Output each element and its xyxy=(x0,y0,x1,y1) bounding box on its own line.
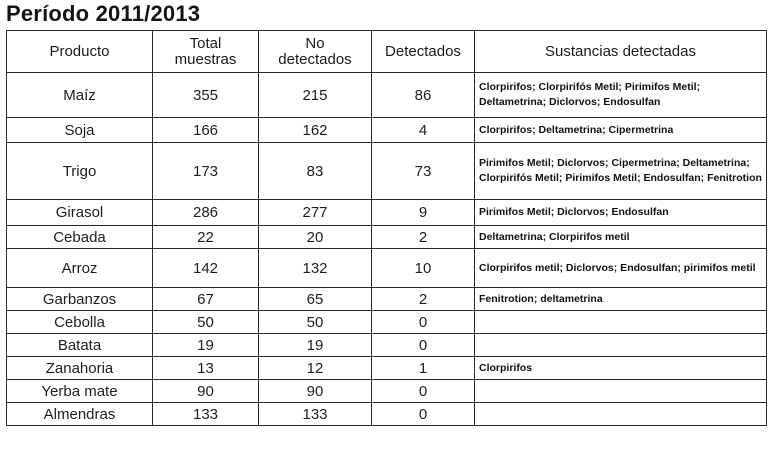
table-row xyxy=(7,226,767,249)
cell-sustancias: Clorpirifos metil; Diclorvos; Endosulfan; pirimifos metil xyxy=(475,249,767,288)
table-row xyxy=(7,357,767,380)
cell-total: 142 xyxy=(153,249,259,288)
cell-total: 13 xyxy=(153,357,259,380)
cell-detectados: 2 xyxy=(372,288,475,311)
cell-sustancias: Pirimifos Metil; Diclorvos; Cipermetrina; Deltametrina; Clorpirifós Metil; Pirimifos Metil; Endosulfan; Fenitrotion xyxy=(475,143,767,200)
cell-no-detectados: 83 xyxy=(259,143,372,200)
cell-total: 22 xyxy=(153,226,259,249)
cell-no-detectados: 162 xyxy=(259,118,372,143)
cell-total: 173 xyxy=(153,143,259,200)
table-row xyxy=(7,334,767,357)
cell-total: 355 xyxy=(153,73,259,118)
cell-detectados: 4 xyxy=(372,118,475,143)
cell-no-detectados: 20 xyxy=(259,226,372,249)
header-row xyxy=(7,31,767,73)
cell-detectados: 73 xyxy=(372,143,475,200)
cell-detectados: 2 xyxy=(372,226,475,249)
cell-sustancias xyxy=(475,403,767,426)
table-row xyxy=(7,288,767,311)
cell-no-detectados: 132 xyxy=(259,249,372,288)
cell-producto: Batata xyxy=(7,334,153,357)
cell-no-detectados: 12 xyxy=(259,357,372,380)
table-row xyxy=(7,73,767,118)
cell-total: 90 xyxy=(153,380,259,403)
cell-producto: Almendras xyxy=(7,403,153,426)
cell-sustancias: Clorpirifos xyxy=(475,357,767,380)
cell-sustancias: Fenitrotion; deltametrina xyxy=(475,288,767,311)
table-row xyxy=(7,200,767,226)
cell-no-detectados: 65 xyxy=(259,288,372,311)
header-detectados: Detectados xyxy=(372,31,475,73)
page-title: Período 2011/2013 xyxy=(6,1,201,26)
cell-no-detectados: 277 xyxy=(259,200,372,226)
cell-detectados: 0 xyxy=(372,334,475,357)
cell-producto: Cebolla xyxy=(7,311,153,334)
cell-detectados: 1 xyxy=(372,357,475,380)
cell-no-detectados: 19 xyxy=(259,334,372,357)
cell-producto: Arroz xyxy=(7,249,153,288)
cell-detectados: 9 xyxy=(372,200,475,226)
cell-no-detectados: 90 xyxy=(259,380,372,403)
cell-detectados: 86 xyxy=(372,73,475,118)
table-row xyxy=(7,118,767,143)
cell-sustancias: Clorpirifos; Deltametrina; Cipermetrina xyxy=(475,118,767,143)
cell-no-detectados: 50 xyxy=(259,311,372,334)
cell-sustancias xyxy=(475,334,767,357)
cell-producto: Zanahoria xyxy=(7,357,153,380)
cell-sustancias: Deltametrina; Clorpirifos metil xyxy=(475,226,767,249)
cell-total: 67 xyxy=(153,288,259,311)
cell-total: 19 xyxy=(153,334,259,357)
cell-producto: Trigo xyxy=(7,143,153,200)
cell-producto: Soja xyxy=(7,118,153,143)
header-producto: Producto xyxy=(7,31,153,73)
cell-no-detectados: 133 xyxy=(259,403,372,426)
cell-sustancias xyxy=(475,380,767,403)
cell-sustancias: Clorpirifos; Clorpirifós Metil; Pirimifos Metil; Deltametrina; Diclorvos; Endosulfan xyxy=(475,73,767,118)
table-row xyxy=(7,311,767,334)
header-total-muestras: Total muestras xyxy=(153,31,259,73)
cell-total: 133 xyxy=(153,403,259,426)
table-row xyxy=(7,143,767,200)
cell-total: 166 xyxy=(153,118,259,143)
cell-detectados: 0 xyxy=(372,311,475,334)
cell-producto: Girasol xyxy=(7,200,153,226)
cell-detectados: 10 xyxy=(372,249,475,288)
cell-sustancias: Pirimifos Metil; Diclorvos; Endosulfan xyxy=(475,200,767,226)
header-no-detectados: No detectados xyxy=(259,31,372,73)
table-row xyxy=(7,380,767,403)
cell-detectados: 0 xyxy=(372,380,475,403)
cell-producto: Garbanzos xyxy=(7,288,153,311)
table-row xyxy=(7,403,767,426)
table-row xyxy=(7,249,767,288)
cell-producto: Cebada xyxy=(7,226,153,249)
cell-total: 286 xyxy=(153,200,259,226)
cell-sustancias xyxy=(475,311,767,334)
cell-producto: Maíz xyxy=(7,73,153,118)
cell-producto: Yerba mate xyxy=(7,380,153,403)
cell-no-detectados: 215 xyxy=(259,73,372,118)
header-sustancias: Sustancias detectadas xyxy=(475,31,767,73)
cell-total: 50 xyxy=(153,311,259,334)
pesticide-table xyxy=(6,30,767,426)
cell-detectados: 0 xyxy=(372,403,475,426)
